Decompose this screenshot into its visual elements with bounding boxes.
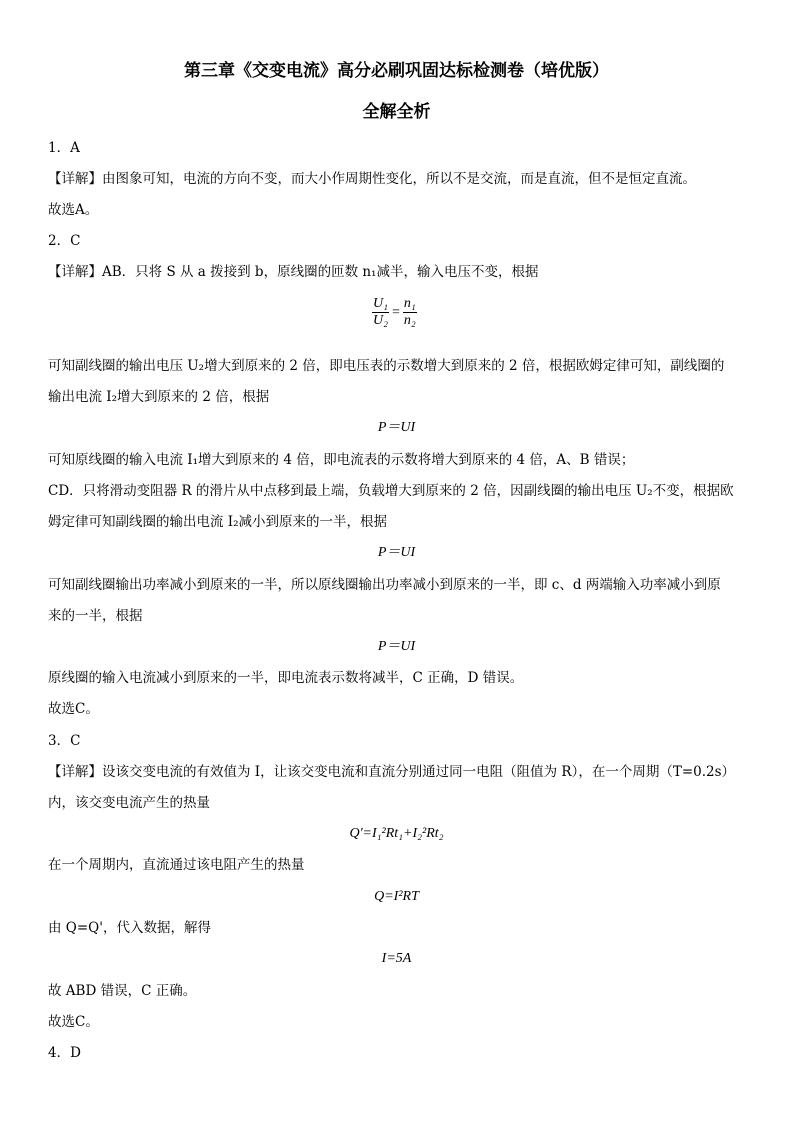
- question-3-text-3: 故 ABD 错误，C 正确。: [48, 983, 197, 999]
- power-formula-2: P＝UI: [377, 545, 416, 560]
- question-3-text-2: 由 Q=Q'，代入数据，解得: [48, 920, 211, 936]
- power-formula-1: P＝UI: [377, 420, 416, 435]
- question-1-conclusion: 故选A。: [48, 202, 99, 218]
- frac-equals: =: [391, 304, 400, 320]
- frac-denominator-left: U₂: [373, 313, 388, 328]
- question-2-text-1b: 输出电流 I₂增大到原来的 2 倍，根据: [48, 389, 270, 405]
- power-formula-3: P＝UI: [377, 639, 416, 654]
- question-3-text-1: 在一个周期内，直流通过该电阻产生的热量: [48, 857, 305, 873]
- heat-formula-ac: Q'=I₁²Rt₁+I₂²Rt₂: [349, 826, 444, 841]
- question-2-explanation: 【详解】AB．只将 S 从 a 拨接到 b，原线圈的匝数 n₁减半，输入电压不变，根据: [48, 264, 539, 280]
- question-2-text-4b: 来的一半，根据: [48, 608, 143, 624]
- frac-numerator-right: n₁: [403, 296, 416, 311]
- question-2-text-3b: 姆定律可知副线圈的输出电流 I₂减小到原来的一半，根据: [48, 514, 388, 530]
- question-1-explanation: 【详解】由图象可知，电流的方向不变，而大小作周期性变化，所以不是交流，而是直流，但不是恒定直流。: [48, 171, 696, 187]
- frac-numerator-left: U₁: [373, 296, 388, 311]
- current-result-formula: I=5A: [381, 951, 412, 966]
- question-3-conclusion: 故选C。: [48, 1014, 99, 1030]
- frac-denominator-right: n₂: [403, 313, 416, 328]
- heat-formula-dc: Q=I²RT: [374, 889, 419, 904]
- transformer-ratio-formula: [372, 296, 417, 329]
- question-2-answer-key: 2．C: [48, 233, 81, 249]
- question-2-conclusion: 故选C。: [48, 701, 99, 717]
- document-title: 第三章《交变电流》高分必刷巩固达标检测卷（培优版）: [184, 61, 609, 81]
- question-2-text-1a: 可知副线圈的输出电压 U₂增大到原来的 2 倍，即电压表的示数增大到原来的 2 倍，根据欧姆定律可知，副线圈的: [48, 358, 725, 374]
- question-3-explanation-b: 内，该交变电流产生的热量: [48, 795, 210, 811]
- document-subtitle: 全解全析: [362, 102, 431, 122]
- question-2-text-2: 可知原线圈的输入电流 I₁增大到原来的 4 倍，即电流表的示数将增大到原来的 4 倍，A、B 错误；: [48, 452, 635, 468]
- question-3-explanation-a: 【详解】设该交变电流的有效值为 I，让该交变电流和直流分别通过同一电阻（阻值为 R），在一个周期（T=0.2s）: [48, 764, 736, 780]
- question-1-answer-key: 1．A: [48, 140, 80, 156]
- question-3-answer-key: 3．C: [48, 733, 81, 749]
- question-2-text-5: 原线圈的输入电流减小到原来的一半，即电流表示数将减半，C 正确，D 错误。: [48, 670, 524, 686]
- question-2-text-3a: CD．只将滑动变阻器 R 的滑片从中点移到最上端，负载增大到原来的 2 倍，因副线圈的输出电压 U₂不变，根据欧: [48, 483, 734, 499]
- question-4-answer-key: 4．D: [48, 1045, 81, 1061]
- question-2-text-4a: 可知副线圈输出功率减小到原来的一半，所以原线圈输出功率减小到原来的一半，即 c、d 两端输入功率减小到原: [48, 577, 721, 593]
